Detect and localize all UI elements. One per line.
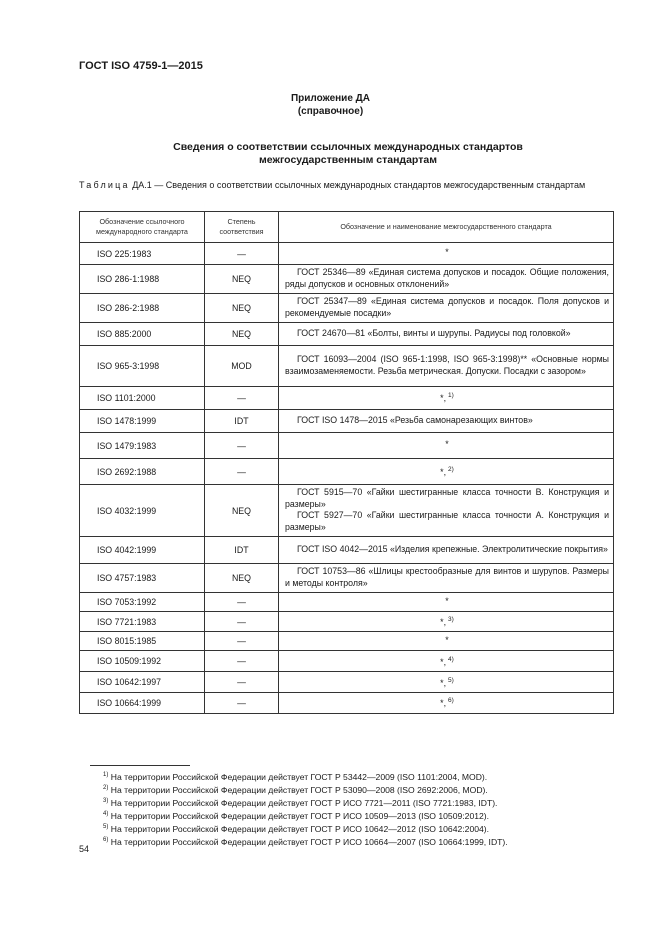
footnote-divider xyxy=(90,765,190,766)
cell-interstate-standard xyxy=(279,593,614,612)
footnote-mark: 4) xyxy=(103,811,109,818)
cell-reference-standard: ISO 965-3:1998 xyxy=(80,346,205,387)
cell-degree: — xyxy=(205,593,279,612)
cell-interstate-standard xyxy=(279,651,614,672)
footnote-item xyxy=(103,822,508,835)
interstate-standard-text: *, xyxy=(440,698,447,709)
appendix-subtitle: (справочное) xyxy=(297,106,364,117)
cell-degree: — xyxy=(205,693,279,713)
footnote-ref: 6) xyxy=(448,697,454,705)
header-reference-standard: Обозначение ссылочного международного стандарта xyxy=(80,212,205,243)
footnote-ref: 5) xyxy=(448,676,454,684)
cell-interstate-standard xyxy=(279,346,614,387)
interstate-standard-text: * xyxy=(445,635,449,646)
cell-interstate-standard xyxy=(279,410,614,433)
interstate-standard-text: ГОСТ 16093—2004 (ISO 965-1:1998, ISO 965-3:1998)** «Основные нормы взаимозаменяемости. Резьба метрическая. Допуски. Посадки с зазором» xyxy=(285,354,609,376)
cell-degree: — xyxy=(205,387,279,410)
cell-degree: — xyxy=(205,612,279,632)
cell-interstate-standard xyxy=(279,632,614,651)
cell-degree: MOD xyxy=(205,346,279,387)
cell-degree: — xyxy=(205,632,279,651)
cell-reference-standard: ISO 1479:1983 xyxy=(80,433,205,459)
footnote-item xyxy=(103,783,508,796)
cell-degree: — xyxy=(205,672,279,693)
table-caption-text: ДА.1 — Сведения о соответствии ссылочных международных стандартов межгосударственным стандартам xyxy=(129,180,586,190)
cell-interstate-standard xyxy=(279,537,614,564)
cell-degree: NEQ xyxy=(205,265,279,294)
table-row xyxy=(80,693,614,713)
header-interstate-standard: Обозначение и наименование межгосударственного стандарта xyxy=(279,212,614,243)
table-row xyxy=(80,612,614,632)
table-row xyxy=(80,387,614,410)
section-title-line1: Сведения о соответствии ссылочных международных стандартов xyxy=(173,141,523,153)
interstate-standard-text: ГОСТ 5915—70 «Гайки шестигранные класса точности В. Конструкция и размеры» xyxy=(285,487,609,509)
cell-reference-standard: ISO 4757:1983 xyxy=(80,564,205,593)
header-degree: Степень соответствия xyxy=(205,212,279,243)
interstate-standard-text: ГОСТ 25346—89 «Единая система допусков и посадок. Общие положения, ряды допусков и основных отклонений» xyxy=(285,267,609,289)
cell-reference-standard: ISO 7053:1992 xyxy=(80,593,205,612)
table-row xyxy=(80,485,614,537)
interstate-standard-text: *, xyxy=(440,466,447,477)
cell-interstate-standard xyxy=(279,294,614,323)
correspondence-table xyxy=(79,211,614,714)
cell-reference-standard: ISO 4032:1999 xyxy=(80,485,205,537)
table-caption xyxy=(79,179,619,191)
footnote-text: На территории Российской Федерации действует ГОСТ Р ИСО 10509—2013 (ISO 10509:2012). xyxy=(108,811,490,822)
footnote-mark: 3) xyxy=(103,798,109,805)
table-body xyxy=(80,243,614,714)
table-row xyxy=(80,433,614,459)
footnote-text: На территории Российской Федерации действует ГОСТ Р ИСО 10664—2007 (ISO 10664:1999, IDT). xyxy=(108,837,508,848)
cell-reference-standard: ISO 1101:2000 xyxy=(80,387,205,410)
cell-degree: — xyxy=(205,433,279,459)
cell-degree: — xyxy=(205,651,279,672)
interstate-standard-text: ГОСТ 25347—89 «Единая система допусков и посадок. Поля допусков и рекомендуемые посадки» xyxy=(285,296,609,318)
cell-reference-standard: ISO 10664:1999 xyxy=(80,693,205,713)
section-title xyxy=(0,141,661,167)
footnote-text: На территории Российской Федерации действует ГОСТ Р 53442—2009 (ISO 1101:2004, MOD). xyxy=(108,771,488,782)
cell-degree: NEQ xyxy=(205,485,279,537)
cell-reference-standard: ISO 8015:1985 xyxy=(80,632,205,651)
interstate-standard-text: ГОСТ 24670—81 «Болты, винты и шурупы. Радиусы под головкой» xyxy=(297,327,571,338)
table-row xyxy=(80,243,614,265)
cell-reference-standard: ISO 10642:1997 xyxy=(80,672,205,693)
interstate-standard-text: * xyxy=(445,595,449,606)
cell-degree: — xyxy=(205,243,279,265)
cell-interstate-standard xyxy=(279,265,614,294)
footnote-mark: 5) xyxy=(103,824,109,831)
cell-degree: IDT xyxy=(205,410,279,433)
cell-interstate-standard xyxy=(279,323,614,346)
table-row xyxy=(80,323,614,346)
footnote-mark: 1) xyxy=(103,772,109,778)
interstate-standard-text: *, xyxy=(440,656,447,667)
interstate-standard-text: * xyxy=(445,439,449,450)
cell-interstate-standard xyxy=(279,485,614,537)
interstate-standard-text: *, xyxy=(440,393,447,404)
cell-reference-standard: ISO 10509:1992 xyxy=(80,651,205,672)
cell-reference-standard: ISO 286-2:1988 xyxy=(80,294,205,323)
appendix-heading xyxy=(0,92,661,118)
interstate-standard-text: ГОСТ 10753—86 «Шлицы крестообразные для винтов и шурупов. Размеры и методы контроля» xyxy=(285,566,609,588)
table-row xyxy=(80,564,614,593)
table-row xyxy=(80,294,614,323)
table-row xyxy=(80,537,614,564)
cell-reference-standard: ISO 225:1983 xyxy=(80,243,205,265)
footnote-mark: 2) xyxy=(103,785,109,792)
cell-interstate-standard xyxy=(279,459,614,485)
cell-interstate-standard xyxy=(279,612,614,632)
cell-degree: NEQ xyxy=(205,564,279,593)
footnote-item xyxy=(103,796,508,809)
table-row xyxy=(80,346,614,387)
footnote-ref: 2) xyxy=(448,465,454,473)
cell-reference-standard: ISO 885:2000 xyxy=(80,323,205,346)
cell-interstate-standard xyxy=(279,564,614,593)
interstate-standard-text: *, xyxy=(440,616,447,627)
interstate-standard-text: ГОСТ ISO 4042—2015 «Изделия крепежные. Электролитические покрытия» xyxy=(297,543,608,554)
cell-interstate-standard xyxy=(279,433,614,459)
section-title-line2: межгосударственным стандартам xyxy=(259,154,437,166)
cell-reference-standard: ISO 7721:1983 xyxy=(80,612,205,632)
footnote-ref: 3) xyxy=(448,616,454,623)
table-row xyxy=(80,265,614,294)
footnote-item xyxy=(103,835,508,848)
cell-reference-standard: ISO 1478:1999 xyxy=(80,410,205,433)
table-row xyxy=(80,459,614,485)
cell-reference-standard: ISO 286-1:1988 xyxy=(80,265,205,294)
interstate-standard-text: ГОСТ ISO 1478—2015 «Резьба самонарезающих винтов» xyxy=(297,414,533,425)
interstate-standard-text: *, xyxy=(440,677,447,688)
cell-interstate-standard xyxy=(279,243,614,265)
table-row xyxy=(80,632,614,651)
page-number: 54 xyxy=(79,844,90,854)
footnote-text: На территории Российской Федерации действует ГОСТ Р ИСО 10642—2012 (ISO 10642:2004). xyxy=(108,824,490,835)
cell-interstate-standard xyxy=(279,387,614,410)
footnote-item xyxy=(103,770,508,783)
interstate-standard-text-2: ГОСТ 5927—70 «Гайки шестигранные класса точности А. Конструкция и размеры» xyxy=(285,510,609,532)
table-caption-prefix: Таблица xyxy=(79,180,130,190)
cell-degree: IDT xyxy=(205,537,279,564)
appendix-title: Приложение ДА xyxy=(290,93,371,104)
table-row xyxy=(80,410,614,433)
cell-degree: NEQ xyxy=(205,294,279,323)
table-row xyxy=(80,593,614,612)
interstate-standard-text: * xyxy=(445,247,449,258)
cell-interstate-standard xyxy=(279,672,614,693)
table-row xyxy=(80,651,614,672)
footnote-ref: 4) xyxy=(448,655,454,663)
cell-reference-standard: ISO 2692:1988 xyxy=(80,459,205,485)
cell-degree: — xyxy=(205,459,279,485)
table-header-row xyxy=(80,212,614,243)
table-row xyxy=(80,672,614,693)
footnote-ref: 1) xyxy=(448,392,454,400)
footnotes xyxy=(103,770,508,848)
footnote-text: На территории Российской Федерации действует ГОСТ Р 53090—2008 (ISO 2692:2006, MOD). xyxy=(108,784,488,795)
footnote-mark: 6) xyxy=(103,837,109,844)
footnote-item xyxy=(103,809,508,822)
cell-interstate-standard xyxy=(279,693,614,713)
footnote-text: На территории Российской Федерации действует ГОСТ Р ИСО 7721—2011 (ISO 7721:1983, IDT). xyxy=(108,797,498,808)
document-header: ГОСТ ISO 4759-1—2015 xyxy=(79,60,203,72)
cell-degree: NEQ xyxy=(205,323,279,346)
cell-reference-standard: ISO 4042:1999 xyxy=(80,537,205,564)
